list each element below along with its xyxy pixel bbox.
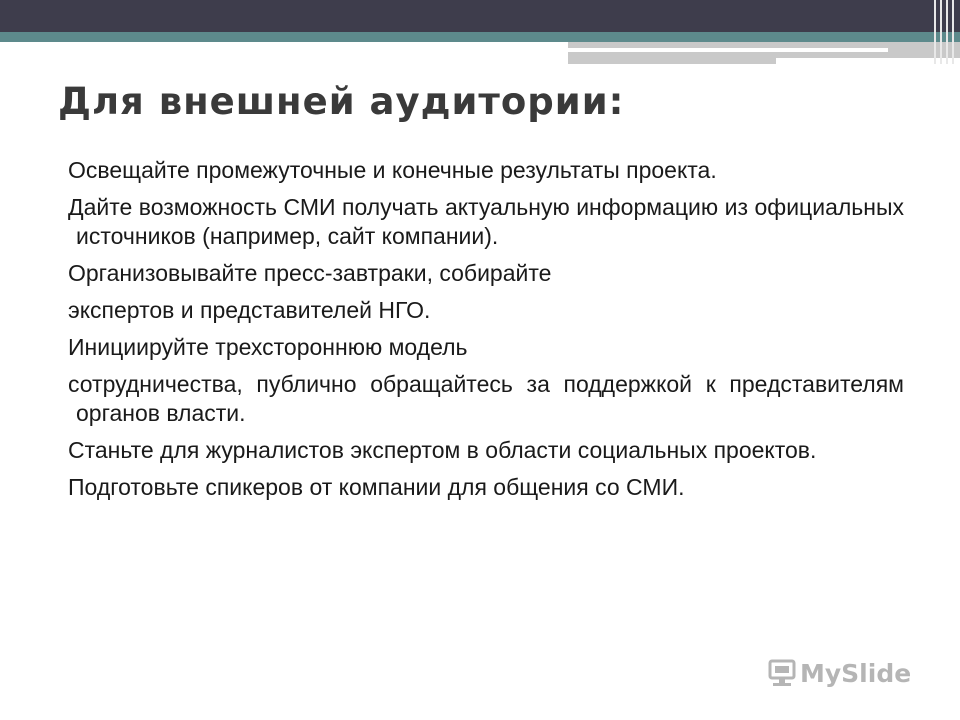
paragraph-2: Дайте возможность СМИ получать актуальную информацию из официальных источников (например, сайт компании). [68, 194, 904, 249]
paragraph-5: Инициируйте трехстороннюю модель [68, 334, 468, 360]
header-white-line [568, 48, 888, 52]
slide-body [60, 156, 904, 510]
teal-strip [0, 32, 960, 42]
slide-title: Для внешней аудитории: [58, 80, 625, 123]
paragraph-1: Освещайте промежуточные и конечные результаты проекта. [68, 157, 717, 183]
header-white-notch [0, 42, 568, 64]
paragraph-8: Подготовьте спикеров от компании для общения со СМИ. [68, 474, 685, 500]
paragraph-3: Организовывайте пресс-завтраки, собирайте [68, 260, 552, 286]
paragraph-6: сотрудничества, публично обращайтесь за поддержкой к представителям органов власти. [68, 371, 904, 426]
paragraph-4: экспертов и представителей НГО. [68, 297, 431, 323]
myslide-watermark [768, 656, 926, 690]
monitor-icon [768, 658, 796, 688]
watermark-text: MySlide [800, 658, 912, 688]
top-band [0, 0, 960, 32]
header-edge-lines [928, 0, 960, 64]
paragraph-7: Станьте для журналистов экспертом в области социальных проектов. [68, 437, 817, 463]
